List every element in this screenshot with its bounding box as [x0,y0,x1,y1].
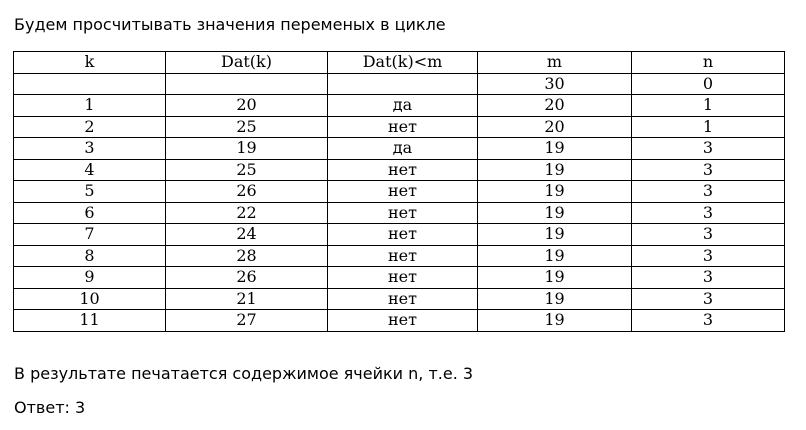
table-row [14,95,785,117]
cell-dat: 24 [166,224,328,246]
cell-n: 3 [632,245,785,267]
table-row [14,224,785,246]
cell-k: 11 [14,310,166,332]
table-row [14,73,785,95]
cell-m: 19 [478,138,632,160]
cell-dat: 27 [166,310,328,332]
cell-condition: нет [328,181,478,203]
cell-n: 3 [632,288,785,310]
cell-condition: да [328,95,478,117]
cell-condition: нет [328,245,478,267]
cell-m: 19 [478,224,632,246]
table-row [14,245,785,267]
cell-k: 4 [14,159,166,181]
cell-dat [166,73,328,95]
cell-dat: 28 [166,245,328,267]
cell-k: 6 [14,202,166,224]
cell-k: 3 [14,138,166,160]
cell-k [14,73,166,95]
cell-dat: 26 [166,267,328,289]
cell-condition: нет [328,159,478,181]
cell-n: 3 [632,202,785,224]
cell-condition: да [328,138,478,160]
cell-dat: 25 [166,116,328,138]
cell-m: 19 [478,245,632,267]
trace-table [13,51,785,332]
cell-m: 19 [478,267,632,289]
cell-n: 3 [632,224,785,246]
cell-n: 0 [632,73,785,95]
header-k: k [14,52,166,74]
cell-n: 3 [632,138,785,160]
cell-condition: нет [328,224,478,246]
header-n: n [632,52,785,74]
header-dat: Dat(k) [166,52,328,74]
cell-n: 3 [632,181,785,203]
cell-k: 1 [14,95,166,117]
cell-k: 7 [14,224,166,246]
cell-dat: 26 [166,181,328,203]
cell-k: 9 [14,267,166,289]
table-header-row [14,52,785,74]
cell-k: 5 [14,181,166,203]
cell-condition: нет [328,116,478,138]
cell-m: 20 [478,95,632,117]
header-m: m [478,52,632,74]
cell-condition [328,73,478,95]
table-row [14,310,785,332]
cell-k: 2 [14,116,166,138]
intro-text: Будем просчитывать значения переменых в цикле [14,15,446,34]
cell-m: 19 [478,181,632,203]
table-row [14,159,785,181]
header-condition: Dat(k)<m [328,52,478,74]
cell-m: 19 [478,202,632,224]
cell-m: 30 [478,73,632,95]
answer-text: Ответ: 3 [14,398,86,417]
table-row [14,116,785,138]
cell-k: 8 [14,245,166,267]
cell-n: 1 [632,116,785,138]
cell-dat: 21 [166,288,328,310]
cell-dat: 22 [166,202,328,224]
cell-m: 19 [478,288,632,310]
cell-n: 3 [632,267,785,289]
cell-dat: 19 [166,138,328,160]
cell-n: 3 [632,159,785,181]
table-row [14,267,785,289]
cell-condition: нет [328,288,478,310]
cell-n: 1 [632,95,785,117]
table-row [14,288,785,310]
cell-m: 19 [478,310,632,332]
cell-dat: 20 [166,95,328,117]
cell-condition: нет [328,267,478,289]
table-row [14,181,785,203]
cell-condition: нет [328,310,478,332]
cell-dat: 25 [166,159,328,181]
table-row [14,138,785,160]
cell-m: 20 [478,116,632,138]
result-text: В результате печатается содержимое ячейки n, т.е. 3 [14,364,474,383]
cell-n: 3 [632,310,785,332]
cell-condition: нет [328,202,478,224]
cell-m: 19 [478,159,632,181]
table-row [14,202,785,224]
cell-k: 10 [14,288,166,310]
